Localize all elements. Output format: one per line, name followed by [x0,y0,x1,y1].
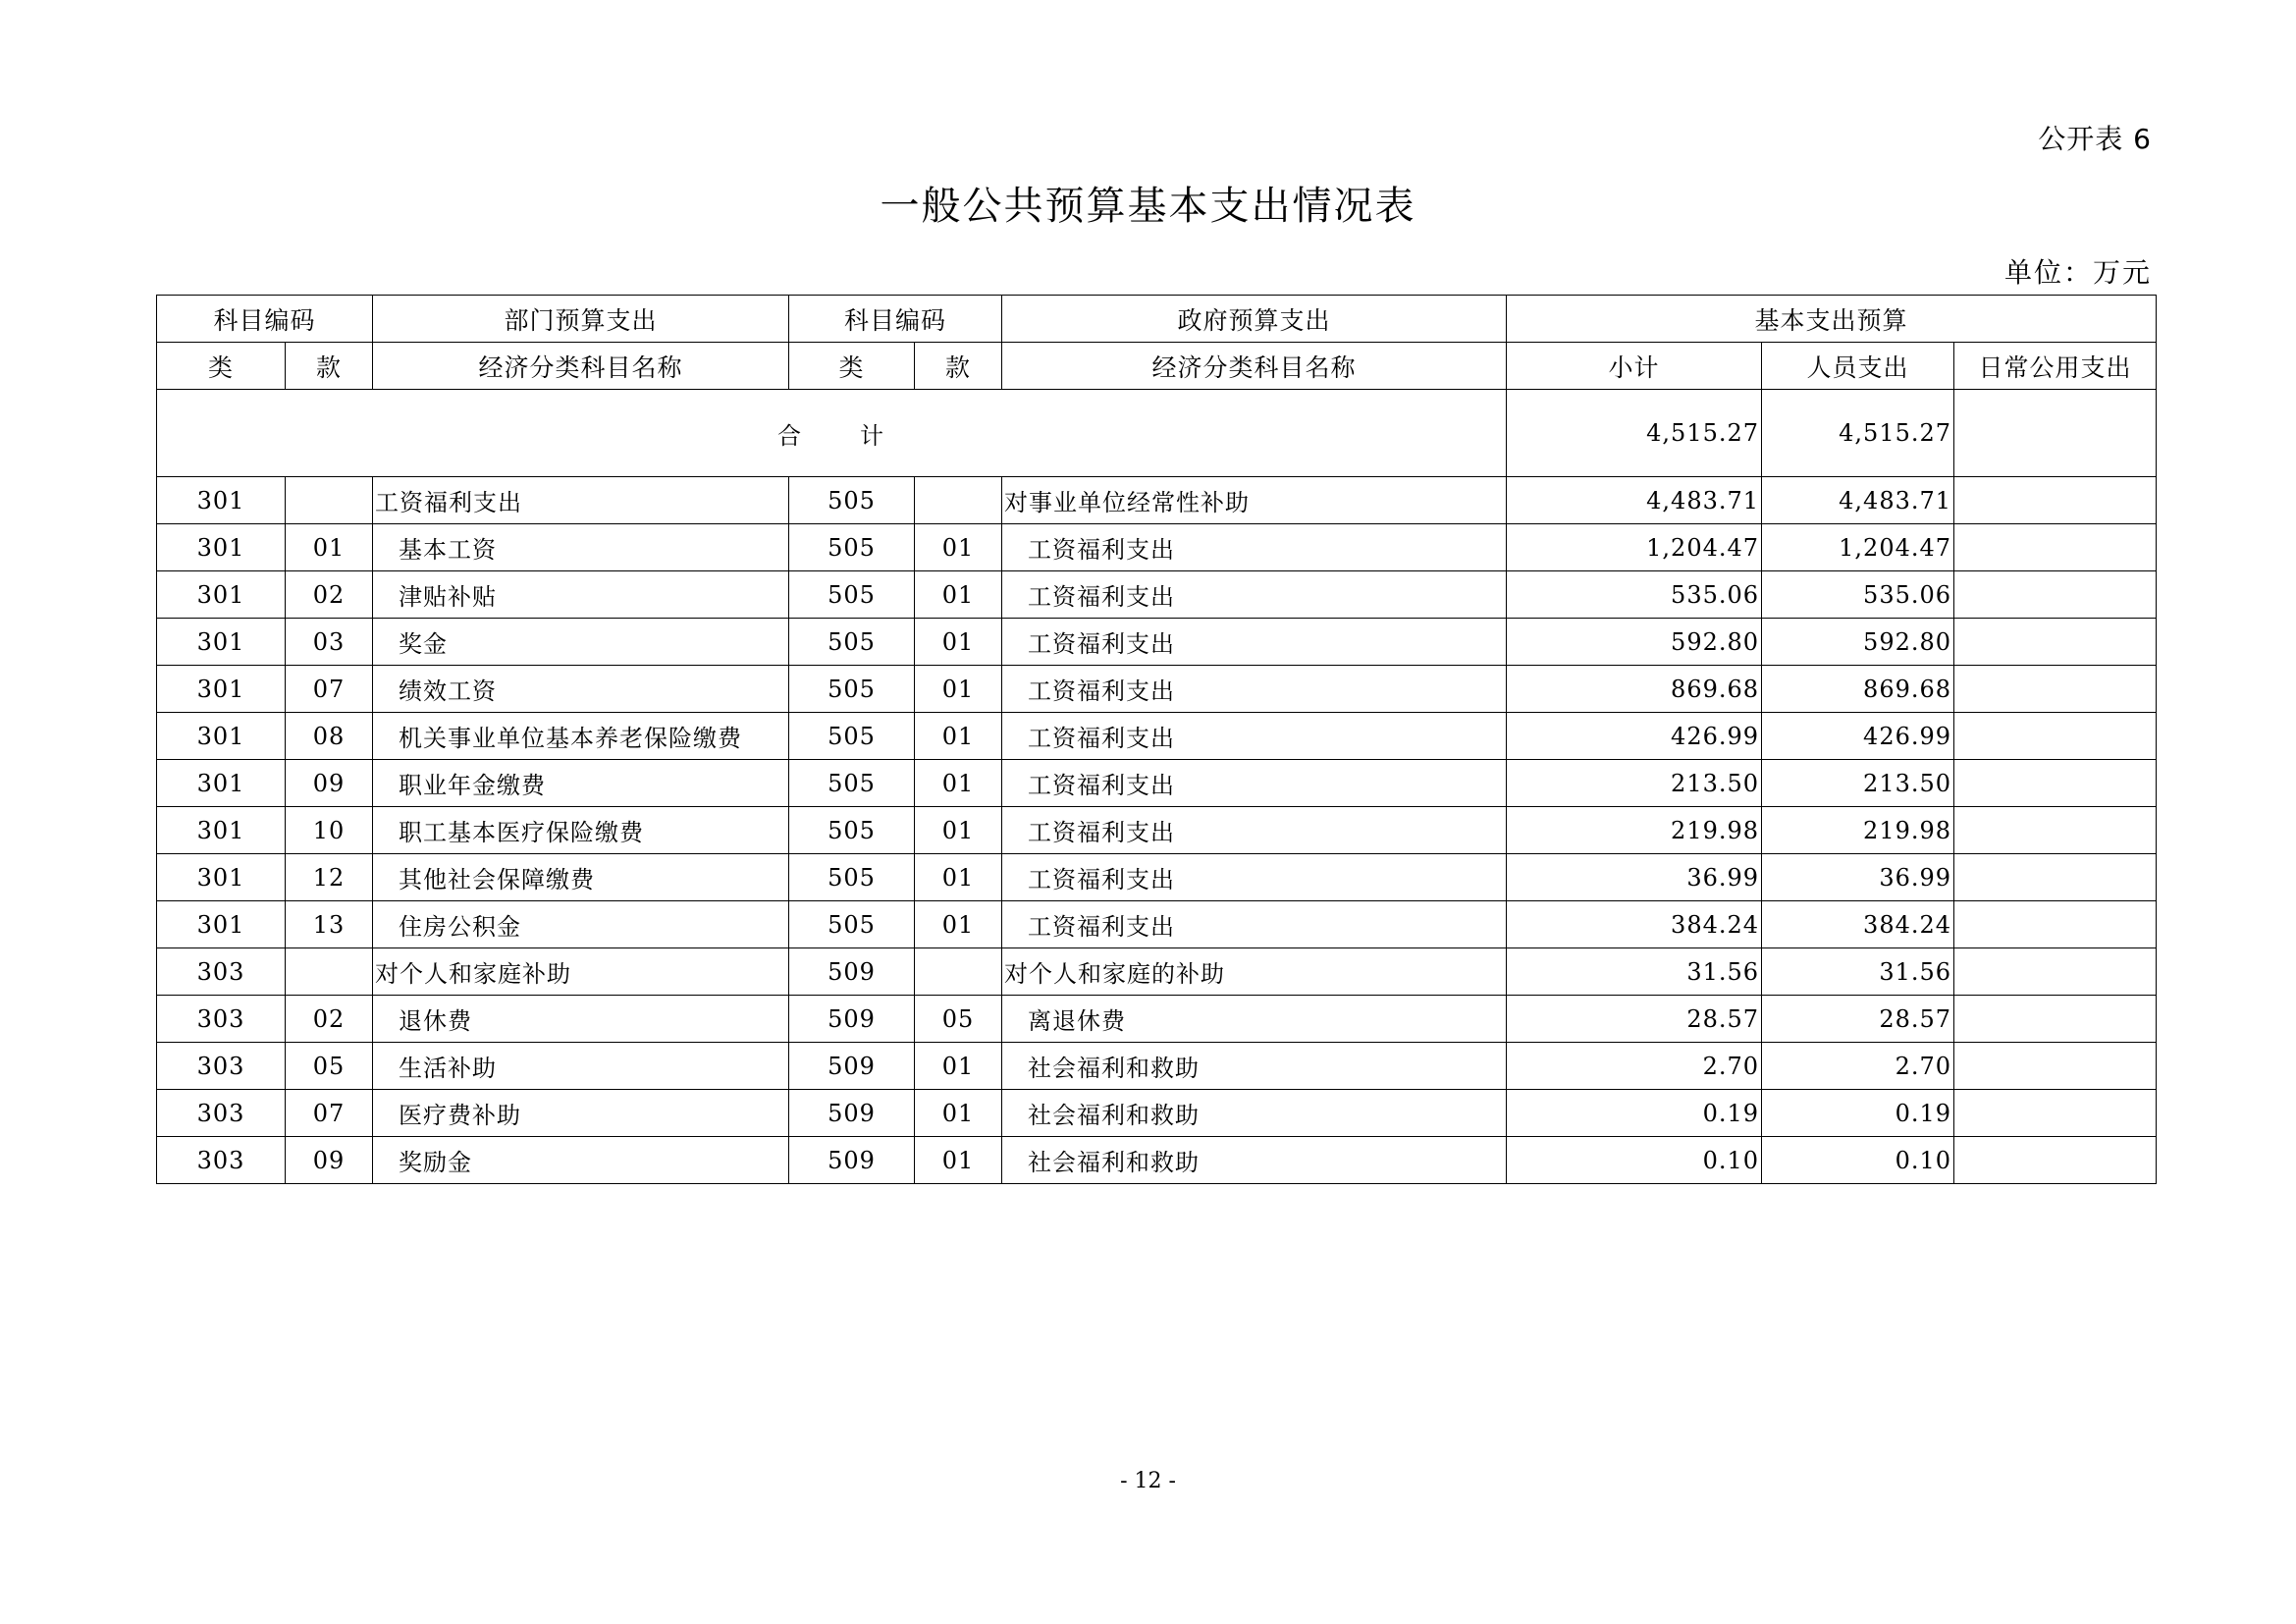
daily-cell [1954,666,2157,713]
gov-name-cell: 工资福利支出 [1002,760,1507,807]
daily-cell [1954,996,2157,1043]
table-body [157,296,2157,1184]
gov-lei-cell: 505 [789,571,915,619]
personnel-cell: 426.99 [1762,713,1954,760]
gov-lei-cell: 505 [789,901,915,948]
daily-cell [1954,713,2157,760]
subtotal-cell: 592.80 [1507,619,1762,666]
gov-lei-cell: 509 [789,1137,915,1184]
gov-kuan-cell: 01 [915,1090,1002,1137]
dept-lei-cell: 303 [157,1043,286,1090]
dept-kuan-cell: 03 [286,619,373,666]
dept-name-cell: 奖励金 [373,1137,789,1184]
gov-name-cell: 工资福利支出 [1002,713,1507,760]
table-row [157,1090,2157,1137]
table-row [157,760,2157,807]
header-row-1 [157,296,2157,343]
table-row [157,524,2157,571]
gov-kuan-cell [915,477,1002,524]
subtotal-cell: 1,204.47 [1507,524,1762,571]
gov-lei-cell: 505 [789,619,915,666]
table-row [157,807,2157,854]
dept-lei-cell: 301 [157,524,286,571]
gov-name-cell: 工资福利支出 [1002,807,1507,854]
dept-kuan-cell: 01 [286,524,373,571]
gov-kuan-cell: 01 [915,666,1002,713]
table-row [157,996,2157,1043]
table-row [157,901,2157,948]
header-dept-econ-name: 经济分类科目名称 [373,343,789,390]
gov-name-cell: 社会福利和救助 [1002,1090,1507,1137]
page-number: - 12 - [1120,1469,1176,1493]
gov-kuan-cell: 01 [915,1137,1002,1184]
dept-name-cell: 绩效工资 [373,666,789,713]
subtotal-cell: 426.99 [1507,713,1762,760]
gov-lei-cell: 509 [789,1043,915,1090]
table-row [157,1137,2157,1184]
dept-lei-cell: 301 [157,477,286,524]
table-row [157,1043,2157,1090]
subtotal-cell: 384.24 [1507,901,1762,948]
header-gov-econ-name: 经济分类科目名称 [1002,343,1507,390]
daily-cell [1954,807,2157,854]
personnel-cell: 0.10 [1762,1137,1954,1184]
personnel-cell: 36.99 [1762,854,1954,901]
dept-name-cell: 工资福利支出 [373,477,789,524]
gov-kuan-cell: 01 [915,571,1002,619]
total-daily [1954,390,2157,477]
table-row [157,713,2157,760]
personnel-cell: 1,204.47 [1762,524,1954,571]
dept-lei-cell: 303 [157,1137,286,1184]
gov-lei-cell: 505 [789,760,915,807]
dept-name-cell: 生活补助 [373,1043,789,1090]
header-subtotal: 小计 [1507,343,1762,390]
personnel-cell: 592.80 [1762,619,1954,666]
gov-kuan-cell: 01 [915,854,1002,901]
dept-kuan-cell: 09 [286,1137,373,1184]
dept-kuan-cell: 07 [286,666,373,713]
gov-name-cell: 工资福利支出 [1002,619,1507,666]
header-row-2 [157,343,2157,390]
total-label-b: 计 [860,421,886,450]
gov-lei-cell: 505 [789,854,915,901]
dept-name-cell: 其他社会保障缴费 [373,854,789,901]
dept-kuan-cell [286,948,373,996]
dept-kuan-cell: 07 [286,1090,373,1137]
dept-kuan-cell: 02 [286,571,373,619]
daily-cell [1954,477,2157,524]
header-gov-kuan: 款 [915,343,1002,390]
subtotal-cell: 36.99 [1507,854,1762,901]
gov-kuan-cell: 01 [915,713,1002,760]
daily-cell [1954,1043,2157,1090]
gov-name-cell: 工资福利支出 [1002,571,1507,619]
table-row [157,948,2157,996]
unit-label: 单位：万元 [2003,256,2152,289]
gov-kuan-cell: 01 [915,901,1002,948]
subtotal-cell: 0.19 [1507,1090,1762,1137]
dept-name-cell: 对个人和家庭补助 [373,948,789,996]
daily-cell [1954,760,2157,807]
header-dept-code: 科目编码 [157,296,373,343]
dept-name-cell: 津贴补贴 [373,571,789,619]
dept-lei-cell: 303 [157,1090,286,1137]
daily-cell [1954,1137,2157,1184]
dept-kuan-cell: 12 [286,854,373,901]
dept-lei-cell: 301 [157,713,286,760]
gov-name-cell: 离退休费 [1002,996,1507,1043]
subtotal-cell: 869.68 [1507,666,1762,713]
gov-name-cell: 工资福利支出 [1002,666,1507,713]
personnel-cell: 2.70 [1762,1043,1954,1090]
dept-lei-cell: 303 [157,948,286,996]
personnel-cell: 0.19 [1762,1090,1954,1137]
dept-lei-cell: 301 [157,619,286,666]
total-row [157,390,2157,477]
gov-lei-cell: 509 [789,948,915,996]
dept-kuan-cell: 09 [286,760,373,807]
dept-name-cell: 基本工资 [373,524,789,571]
dept-name-cell: 奖金 [373,619,789,666]
table-row [157,619,2157,666]
dept-lei-cell: 301 [157,760,286,807]
personnel-cell: 213.50 [1762,760,1954,807]
dept-kuan-cell [286,477,373,524]
gov-kuan-cell: 01 [915,524,1002,571]
gov-name-cell: 社会福利和救助 [1002,1043,1507,1090]
table-row [157,477,2157,524]
gov-kuan-cell: 01 [915,619,1002,666]
gov-kuan-cell: 01 [915,760,1002,807]
gov-name-cell: 工资福利支出 [1002,901,1507,948]
subtotal-cell: 219.98 [1507,807,1762,854]
dept-kuan-cell: 05 [286,1043,373,1090]
dept-lei-cell: 303 [157,996,286,1043]
daily-cell [1954,948,2157,996]
gov-name-cell: 对事业单位经常性补助 [1002,477,1507,524]
header-basic-budget: 基本支出预算 [1507,296,2157,343]
dept-lei-cell: 301 [157,807,286,854]
personnel-cell: 219.98 [1762,807,1954,854]
table-row [157,666,2157,713]
gov-lei-cell: 505 [789,477,915,524]
subtotal-cell: 2.70 [1507,1043,1762,1090]
dept-name-cell: 医疗费补助 [373,1090,789,1137]
gov-lei-cell: 509 [789,1090,915,1137]
table-row [157,854,2157,901]
dept-lei-cell: 301 [157,901,286,948]
personnel-cell: 869.68 [1762,666,1954,713]
dept-name-cell: 机关事业单位基本养老保险缴费 [373,713,789,760]
header-dept-lei: 类 [157,343,286,390]
dept-lei-cell: 301 [157,571,286,619]
dept-lei-cell: 301 [157,854,286,901]
gov-lei-cell: 505 [789,713,915,760]
gov-name-cell: 社会福利和救助 [1002,1137,1507,1184]
subtotal-cell: 0.10 [1507,1137,1762,1184]
daily-cell [1954,619,2157,666]
table-row [157,571,2157,619]
dept-name-cell: 住房公积金 [373,901,789,948]
gov-lei-cell: 509 [789,996,915,1043]
dept-name-cell: 职业年金缴费 [373,760,789,807]
subtotal-cell: 4,483.71 [1507,477,1762,524]
gov-name-cell: 工资福利支出 [1002,524,1507,571]
total-subtotal: 4,515.27 [1507,390,1762,477]
gov-lei-cell: 505 [789,524,915,571]
daily-cell [1954,901,2157,948]
total-label [157,390,1507,477]
daily-cell [1954,524,2157,571]
gov-kuan-cell: 01 [915,1043,1002,1090]
gov-kuan-cell: 05 [915,996,1002,1043]
dept-lei-cell: 301 [157,666,286,713]
daily-cell [1954,571,2157,619]
personnel-cell: 535.06 [1762,571,1954,619]
personnel-cell: 28.57 [1762,996,1954,1043]
subtotal-cell: 31.56 [1507,948,1762,996]
subtotal-cell: 28.57 [1507,996,1762,1043]
dept-kuan-cell: 08 [286,713,373,760]
total-label-a: 合 [777,421,804,450]
personnel-cell: 4,483.71 [1762,477,1954,524]
gov-lei-cell: 505 [789,666,915,713]
dept-name-cell: 退休费 [373,996,789,1043]
header-daily: 日常公用支出 [1954,343,2157,390]
header-gov-code: 科目编码 [789,296,1002,343]
header-gov-name-group: 政府预算支出 [1002,296,1507,343]
header-gov-lei: 类 [789,343,915,390]
header-personnel: 人员支出 [1762,343,1954,390]
header-dept-kuan: 款 [286,343,373,390]
personnel-cell: 384.24 [1762,901,1954,948]
daily-cell [1954,854,2157,901]
daily-cell [1954,1090,2157,1137]
gov-name-cell: 工资福利支出 [1002,854,1507,901]
dept-kuan-cell: 13 [286,901,373,948]
subtotal-cell: 213.50 [1507,760,1762,807]
gov-kuan-cell [915,948,1002,996]
dept-kuan-cell: 02 [286,996,373,1043]
page-title: 一般公共预算基本支出情况表 [880,184,1416,229]
personnel-cell: 31.56 [1762,948,1954,996]
gov-kuan-cell: 01 [915,807,1002,854]
table-code: 公开表 6 [2038,123,2152,155]
dept-kuan-cell: 10 [286,807,373,854]
total-personnel: 4,515.27 [1762,390,1954,477]
gov-name-cell: 对个人和家庭的补助 [1002,948,1507,996]
gov-lei-cell: 505 [789,807,915,854]
dept-name-cell: 职工基本医疗保险缴费 [373,807,789,854]
subtotal-cell: 535.06 [1507,571,1762,619]
budget-table [156,295,2157,1184]
header-dept-name-group: 部门预算支出 [373,296,789,343]
